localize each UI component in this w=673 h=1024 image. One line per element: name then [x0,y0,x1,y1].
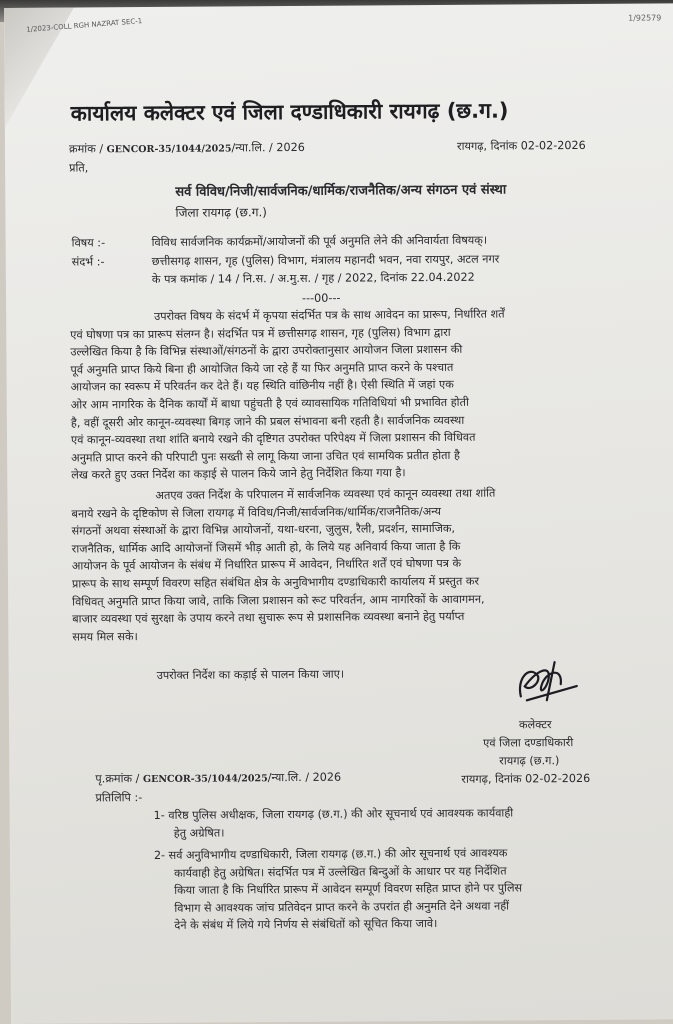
reference-number-line [69,140,305,157]
para1-line: है, वहीं दूसरी ओर कानून-व्यवस्था बिगड़ जाने की प्रबल संभावना बनी रहती है। सार्वजनिक व्यवस्था [70,413,465,430]
addressee-line-1: सर्व विविध/निजी/सार्वजनिक/धार्मिक/राजनैतिक/अन्य संगठन एवं संस्था [175,182,507,200]
prati-label: प्रति, [69,161,89,175]
signatory-designation: एवं जिला दण्डाधिकारी [483,736,574,750]
para2-line: अतएव उक्त निर्देश के परिपालन में सार्वजनिक व्यवस्था एवं कानून व्यवस्था तथा शांति [155,486,496,502]
ref-number: GENCOR-35/1044/2025 [106,143,232,156]
copy2-line: किया जाता है कि निर्धारित प्रारूप में आवेदन सम्पूर्ण विवरण सहित प्राप्त होने पर पुलिस [174,881,523,898]
paragraph-3: उपरोक्त निर्देश का कड़ाई से पालन किया जाए। [156,667,345,682]
reference-line-1: छत्तीसगढ़ शासन, गृह (पुलिस) विभाग, मंत्रालय महानदी भवन, नवा रायपुर, अटल नगर [151,252,500,268]
subject-text: विविध सार्वजनिक कार्यक्रमों/आयोजनों की पूर्व अनुमति लेने की अनिवार्यता विषयक्। [151,233,488,249]
para1-line: उल्लेखित किया है कि विभिन्न संस्थाओं/संगठनों के द्वारा उपरोक्तानुसार आयोजन जिला प्रशासन की [70,342,463,359]
para2-line: राजनैतिक, धार्मिक आदि आयोजनों जिसमें भीड़ आती हो, के लिये यह अनिवार्य किया जाता है कि [71,539,461,556]
para1-line: एवं कानून-व्यवस्था तथा शांति बनाये रखने की दृष्टिगत उपरोक्त परिपेक्ष्य में जिला प्रशासन की विधिवत [70,430,476,447]
signature [507,656,587,709]
pratilipi-label: प्रतिलिपि :- [95,791,143,805]
copy2-line: देने के संबंध में लिये गये निर्णय से संबंधितों को सूचित किया जावे। [174,917,438,933]
copy2-line: 2- सर्व अनुविभागीय दण्डाधिकारी, जिला रायगढ़ (छ.ग.) की ओर सूचनार्थ एवं आवश्यक [153,846,508,862]
para2-line: बनाये रखने के दृष्टिकोण से जिला रायगढ़ में विविध/निजी/सार्वजनिक/धार्मिक/राजनैतिक/अन्य [71,504,442,521]
signatory-date: रायगढ़, दिनांक 02-02-2026 [461,771,591,786]
separator: ---00--- [301,291,341,305]
paragraph-2 [71,484,638,646]
subject-label: विषय :- [71,236,106,250]
para1-line: उपरोक्त विषय के संदर्भ में कृपया संदर्भित पत्र के साथ आवेदन का प्रारूप, निर्धारित शर्तें [154,307,505,323]
office-heading: कार्यालय कलेक्टर एवं जिला दण्डाधिकारी रायगढ़ (छ.ग.) [70,98,509,126]
para1-line: पूर्व अनुमति प्राप्त किये बिना ही आयोजित किये जा रहे हैं या फिर अनुमति प्राप्त करने के पश्चात [70,360,454,377]
copy2-line: कार्यवाही हेतु अग्रेषित। संदर्भित पत्र में उल्लेखित बिन्दुओं के आधार पर यह निर्देशित [173,864,507,880]
para2-line: आयोजन के पूर्व आयोजन के संबंध में निर्धारित प्रारूप में आवेदन, निर्धारित शर्तें एवं घोषणा पत्र के [71,557,462,573]
para1-line: ओर आम नागरिक के दैनिक कार्यों में बाधा पहुंचती है एवं व्यावसायिक गतिविधियां भी प्रभावित होती [70,395,469,412]
para1-line: अनुमति प्राप्त करने की परिपाटी पुनः सख्ती से लागू किया जाना उचित एवं सामयिक प्रतीत होता है [71,448,460,465]
top-left-stamp: 1/2023-COLL RGH NAZRAT SEC-1 [25,16,143,34]
para2-line: समय मिल सके। [72,629,138,644]
para2-line: विधिवत् अनुमति प्राप्त किया जावे, ताकि जिला प्रशासन को रूट परिवर्तन, आम नागरिकों के आवागमन, [72,592,485,609]
para1-line: एवं घोषणा पत्र का प्रारूप संलग्न है। संदर्भित पत्र में छत्तीसगढ़ शासन, गृह (पुलिस) विभाग द्वारा [70,325,451,342]
top-right-stamp: 1/92579 [628,13,662,23]
reference-label: संदर्भ :- [71,255,105,269]
endorse-number: GENCOR-35/1044/2025 [142,773,268,786]
endorsement-number-line [95,770,341,787]
place-date: रायगढ़, दिनांक 02-02-2026 [456,138,586,153]
para2-line: बाजार व्यवस्था एवं सुरक्षा के उपाय करने तथा सुचारू रूप से प्रशासनिक व्यवस्था बनाने हेतु पर्याप्त [72,609,465,626]
reference-line-2: के पत्र कमांक / 14 / नि.स. / अ.मु.स. / गृह / 2022, दिनांक 22.04.2022 [151,270,475,286]
endorse-suffix: /न्या.लि. / 2026 [267,770,342,785]
para1-line: लेख करते हुए उक्त निर्देश का कड़ाई से पालन किये जाने हेतु निर्देशित किया गया है। [71,466,406,482]
copy1-line: हेतु अग्रेषित। [173,826,225,840]
signatory-place: रायगढ़ (छ.ग.) [499,754,560,768]
para1-line: आयोजन का स्वरूप में परिवर्तन कर देते हैं। यह स्थिति वांछिनीय नहीं है। ऐसी स्थिति में जहां एक [70,378,454,394]
copy-item-2 [154,844,645,935]
paragraph-1 [70,305,637,485]
endorse-label: पृ.क्रमांक / [95,772,140,786]
para2-line: प्रारूप के साथ सम्पूर्ण विवरण सहित संबंधित क्षेत्र के अनुविभागीय दण्डाधिकारी कार्यालय में प्रस्तुत कर [71,574,480,591]
addressee-line-2: जिला रायगढ़ (छ.ग.) [175,205,268,220]
copy-item-1 [154,804,644,843]
signatory-title: कलेक्टर [518,718,552,732]
ref-suffix: /न्या.लि. / 2026 [231,140,305,155]
ref-label: क्रमांक / [68,142,104,156]
copy1-line: 1- वरिष्ठ पुलिस अधीक्षक, जिला रायगढ़ (छ.ग.) की ओर सूचनार्थ एवं आवश्यक कार्यवाही [153,806,514,822]
copy2-line: विभाग से आवश्यक जांच प्रतिवेदन प्राप्त करने के उपरांत ही अनुमति देने अथवा नहीं [174,899,510,915]
document-page [4,3,673,1024]
para2-line: संगठनों अथवा संस्थाओं के द्वारा विभिन्न आयोजनों, यथा-धरना, जुलुस, रैली, प्रदर्शन, सामाजिक, [71,522,456,538]
